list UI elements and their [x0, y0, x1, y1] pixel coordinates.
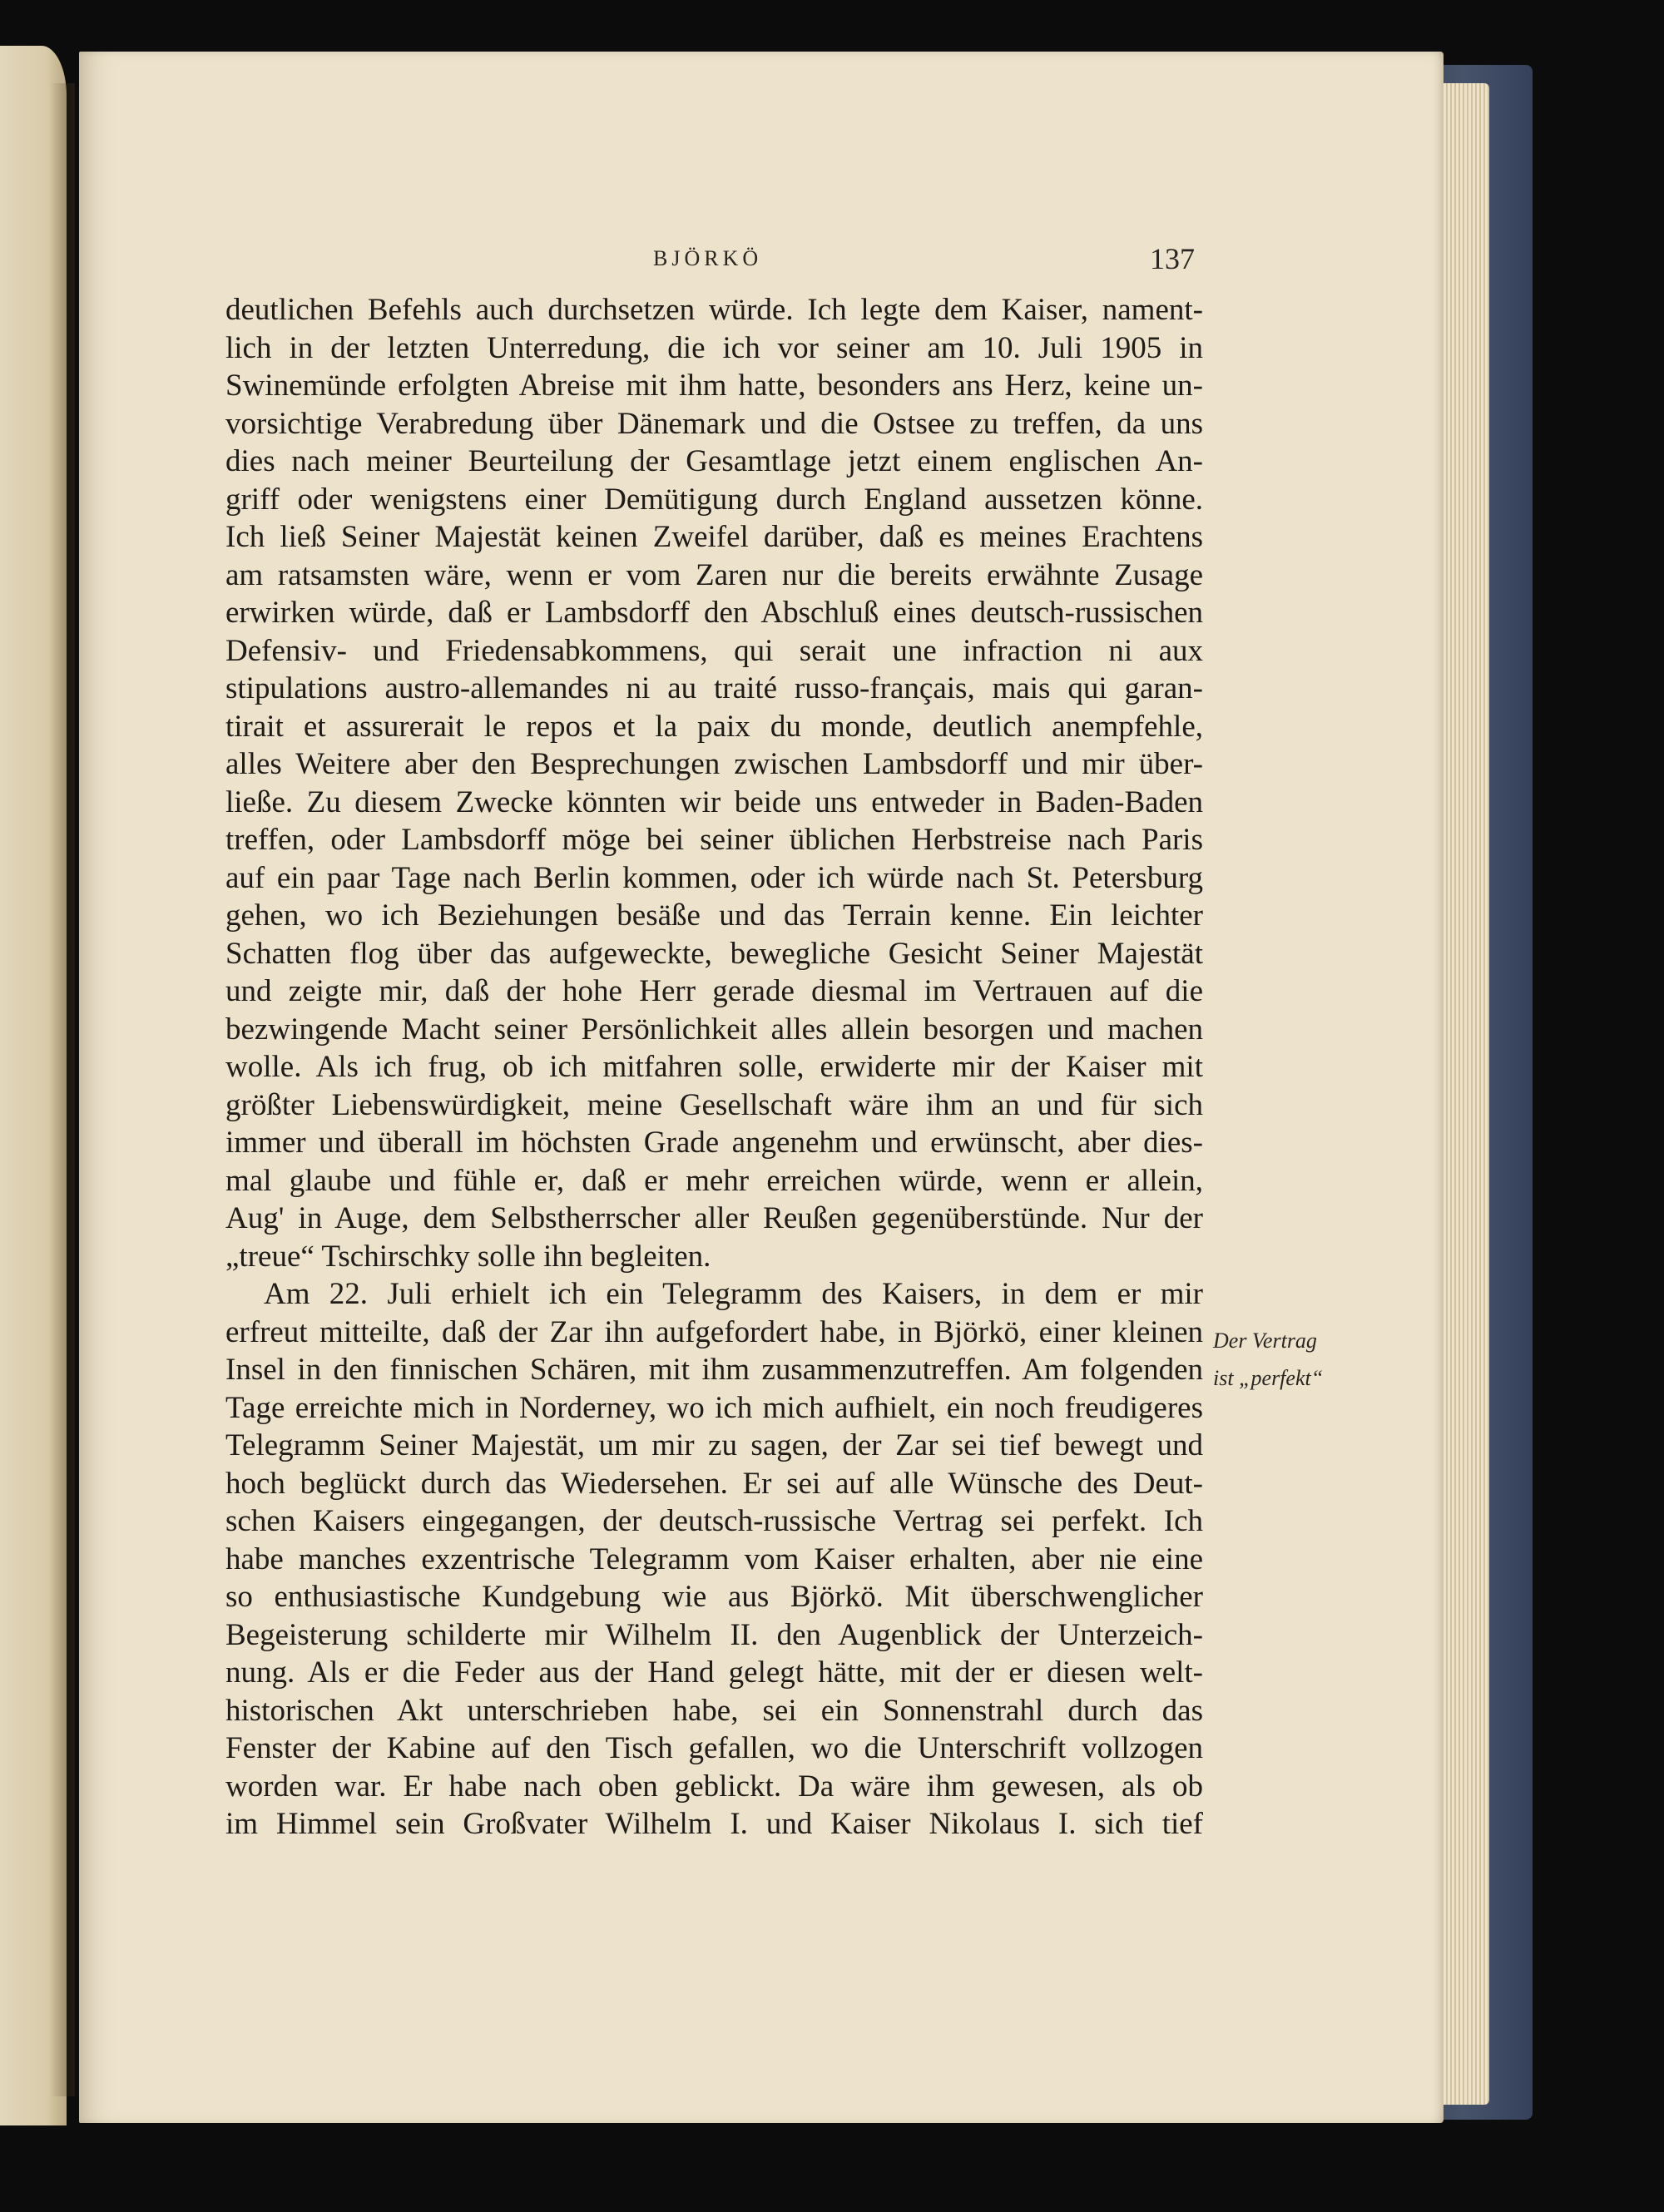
text-line: Fenster der Kabine auf den Tisch gefallen, wo die Unterschrift vollzogen: [225, 1731, 1203, 1765]
marginal-note-line: Der Vertrag: [1213, 1329, 1317, 1353]
text-line: und zeigte mir, daß der hohe Herr gerade diesmal im Vertrauen auf die: [225, 974, 1203, 1008]
text-line: dies nach meiner Beurteilung der Gesamtlage jetzt einem englischen An-: [225, 444, 1203, 478]
text-line: gehen, wo ich Beziehungen besäße und das Terrain kenne. Ein leichter: [225, 898, 1203, 933]
text-line: Tage erreichte mich in Norderney, wo ich mich aufhielt, ein noch freudigeres: [225, 1390, 1203, 1425]
text-line: nung. Als er die Feder aus der Hand gelegt hätte, mit der er diesen welt-: [225, 1655, 1203, 1690]
text-line: Am 22. Juli erhielt ich ein Telegramm des Kaisers, in dem er mir: [264, 1277, 1203, 1311]
text-line: Aug' in Auge, dem Selbstherrscher aller Reußen gegenüberstünde. Nur der: [225, 1201, 1203, 1235]
text-line: größter Liebenswürdigkeit, meine Gesellschaft wäre ihm an und für sich: [225, 1087, 1203, 1122]
text-line: ließe. Zu diesem Zwecke könnten wir beide uns entweder in Baden-Baden: [225, 784, 1203, 819]
text-line: Defensiv- und Friedensabkommens, qui serait une infraction ni aux: [225, 633, 1203, 668]
text-line: treffen, oder Lambsdorff möge bei seiner üblichen Herbstreise nach Paris: [225, 823, 1203, 857]
text-line: habe manches exzentrische Telegramm vom Kaiser erhalten, aber nie eine: [225, 1541, 1203, 1576]
text-line: lich in der letzten Unterredung, die ich vor seiner am 10. Juli 1905 in: [225, 330, 1203, 365]
text-line: bezwingende Macht seiner Persönlichkeit alles allein besorgen und machen: [225, 1012, 1203, 1047]
text-line: vorsichtige Verabredung über Dänemark und die Ostsee zu treffen, da uns: [225, 406, 1203, 441]
text-line: Begeisterung schilderte mir Wilhelm II. den Augenblick der Unterzeich-: [225, 1617, 1203, 1652]
text-line: hoch beglückt durch das Wiedersehen. Er sei auf alle Wünsche des Deut-: [225, 1466, 1203, 1501]
page-number: 137: [1150, 242, 1195, 275]
text-line: am ratsamsten wäre, wenn er vom Zaren nur die bereits erwähnte Zusage: [225, 557, 1203, 592]
text-line: Insel in den finnischen Schären, mit ihm zusammenzutreffen. Am folgenden: [225, 1353, 1203, 1387]
marginal-note-line: ist „perfekt“: [1213, 1366, 1324, 1390]
text-line: immer und überall im höchsten Grade angenehm und erwünscht, aber dies-: [225, 1126, 1203, 1160]
text-line: historischen Akt unterschrieben habe, sei ein Sonnenstrahl durch das: [225, 1693, 1203, 1728]
text-line: so enthusiastische Kundgebung wie aus Björkö. Mit überschwenglicher: [225, 1580, 1203, 1614]
text-line: „treue“ Tschirschky solle ihn begleiten.: [225, 1239, 711, 1274]
body-text: [225, 291, 1203, 1843]
left-page-shadow: [50, 83, 75, 2096]
text-line: stipulations austro-allemandes ni au traité russo-français, mais qui garan-: [225, 671, 1203, 705]
text-line: schen Kaisers eingegangen, der deutsch-russische Vertrag sei perfekt. Ich: [225, 1504, 1203, 1538]
marginal-note: [1213, 1322, 1323, 1397]
text-line: erfreut mitteilte, daß der Zar ihn aufgefordert habe, in Björkö, einer kleinen: [225, 1314, 1203, 1349]
text-line: Ich ließ Seiner Majestät keinen Zweifel darüber, daß es meines Erachtens: [225, 520, 1203, 554]
text-line: deutlichen Befehls auch durchsetzen würde. Ich legte dem Kaiser, nament-: [225, 293, 1203, 327]
text-line: auf ein paar Tage nach Berlin kommen, oder ich würde nach St. Petersburg: [225, 860, 1203, 895]
text-line: Telegramm Seiner Majestät, um mir zu sagen, der Zar sei tief bewegt und: [225, 1428, 1203, 1462]
text-line: worden war. Er habe nach oben geblickt. Da wäre ihm gewesen, als ob: [225, 1769, 1203, 1804]
text-line: alles Weitere aber den Besprechungen zwischen Lambsdorff und mir über-: [225, 747, 1203, 781]
text-line: erwirken würde, daß er Lambsdorff den Abschluß eines deutsch-russischen: [225, 596, 1203, 630]
text-line: mal glaube und fühle er, daß er mehr erreichen würde, wenn er allein,: [225, 1163, 1203, 1198]
text-line: im Himmel sein Großvater Wilhelm I. und Kaiser Nikolaus I. sich tief: [225, 1807, 1203, 1841]
text-line: Swinemünde erfolgten Abreise mit ihm hatte, besonders ans Herz, keine un-: [225, 369, 1203, 403]
text-line: tirait et assurerait le repos et la paix du monde, deutlich anempfehle,: [225, 709, 1203, 744]
text-line: wolle. Als ich frug, ob ich mitfahren solle, erwiderte mir der Kaiser mit: [225, 1050, 1203, 1084]
text-line: Schatten flog über das aufgeweckte, bewegliche Gesicht Seiner Majestät: [225, 936, 1203, 971]
text-line: griff oder wenigstens einer Demütigung durch England aussetzen könne.: [225, 482, 1203, 517]
running-head: BJÖRKÖ: [653, 246, 763, 270]
